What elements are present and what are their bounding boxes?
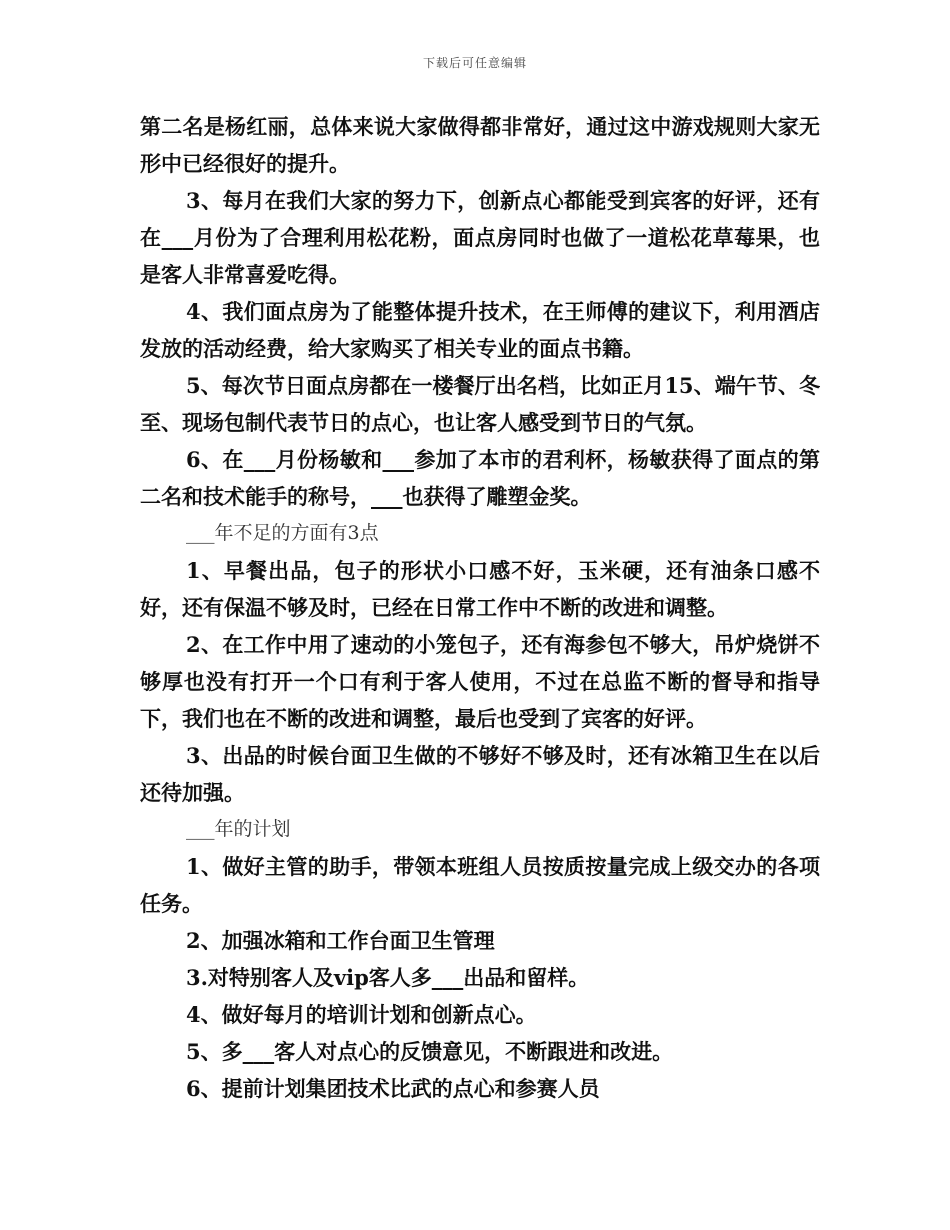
plan-item-1: 1、做好主管的助手，带领本班组人员按质按量完成上级交办的各项任务。 [140, 854, 820, 916]
paragraph-continuation: 第二名是杨红丽，总体来说大家做得都非常好，通过这中游戏规则大家无形中已经很好的提升。 [140, 114, 820, 176]
document-body [140, 108, 820, 1107]
plan-item-3: 3.对特别客人及vip客人多___出品和留样。 [186, 965, 590, 990]
plan-item-4: 4、做好每月的培训计划和创新点心。 [186, 1002, 537, 1027]
shortcoming-item-3: 3、出品的时候台面卫生做的不够好不够及时，还有冰箱卫生在以后还待加强。 [140, 743, 820, 805]
paragraph-item-6: 6、在___月份杨敏和___参加了本市的君利杯，杨敏获得了面点的第二名和技术能手的称号，___也获得了雕塑金奖。 [140, 447, 820, 509]
paragraph-item-4: 4、我们面点房为了能整体提升技术，在王师傅的建议下，利用酒店发放的活动经费，给大家购买了相关专业的面点书籍。 [140, 299, 820, 361]
section-heading-shortcomings: ___年不足的方面有3点 [186, 522, 379, 544]
page-header-note: 下载后可任意编辑 [422, 56, 527, 70]
section-heading-plan: ___年的计划 [186, 818, 291, 840]
shortcoming-item-2: 2、在工作中用了速动的小笼包子，还有海参包不够大，吊炉烧饼不够厚也没有打开一个口有利于客人使用，不过在总监不断的督导和指导下，我们也在不断的改进和调整，最后也受到了宾客的好评。 [140, 632, 820, 731]
plan-item-6: 6、提前计划集团技术比武的点心和参赛人员 [186, 1076, 600, 1101]
plan-item-5: 5、多___客人对点心的反馈意见，不断跟进和改进。 [186, 1039, 674, 1064]
plan-item-2: 2、加强冰箱和工作台面卫生管理 [186, 928, 495, 953]
paragraph-item-5: 5、每次节日面点房都在一楼餐厅出名档，比如正月15、端午节、冬至、现场包制代表节日的点心，也让客人感受到节日的气氛。 [140, 373, 820, 435]
shortcoming-item-1: 1、早餐出品，包子的形状小口感不好，玉米硬，还有油条口感不好，还有保温不够及时，已经在日常工作中不断的改进和调整。 [140, 558, 820, 620]
paragraph-item-3: 3、每月在我们大家的努力下，创新点心都能受到宾客的好评，还有在___月份为了合理利用松花粉，面点房同时也做了一道松花草莓果，也是客人非常喜爱吃得。 [140, 188, 820, 287]
